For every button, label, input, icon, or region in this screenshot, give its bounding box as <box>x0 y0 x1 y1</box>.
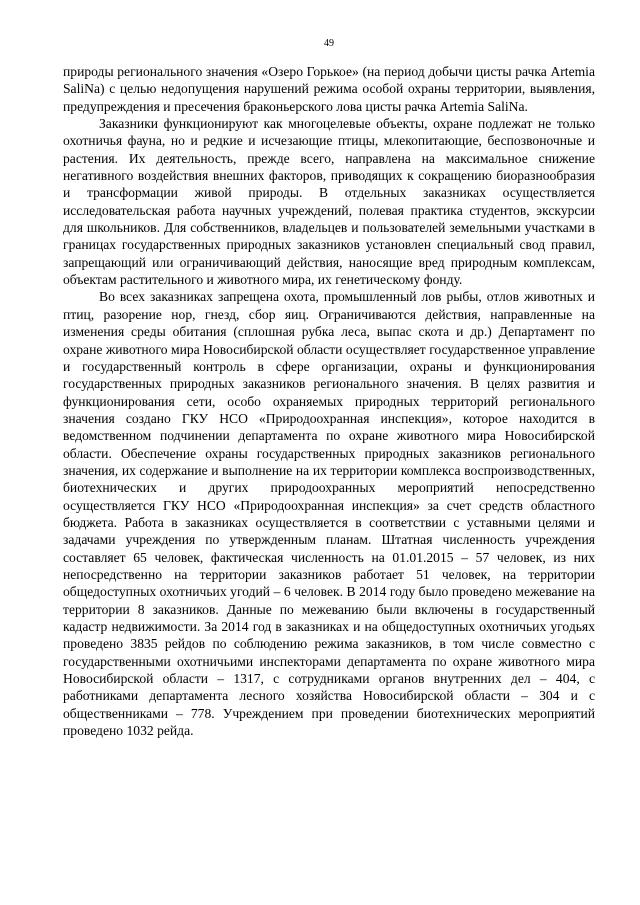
paragraph-zakazniki-functions: Заказники функционируют как многоцелевые объекты, охране подлежат не только охотничья фауна, но и редкие и исчезающие птицы, млекопитающие, беспозвоночные и растения. Их деятельность, прежде всего, направлена на максимальное снижение негативного воздействия внешних факторов, приводящих к сокращению биоразнообразия и трансформации живой природы. В отдельных заказниках осуществляется исследовательская работа научных учреждений, полевая практика студентов, экскурсии для школьников. Для собственников, владельцев и пользователей земельными участками в границах государственных природных заказников установлен специальный свод правил, запрещающий или ограничивающий действия, наносящие вред природным комплексам, объектам растительного и животного мира, их генетическому фонду. <box>63 116 595 288</box>
paragraph-continuation: природы регионального значения «Озеро Горькое» (на период добычи цисты рачка Artemia SaliNa) с целью недопущения нарушений режима особой охраны территории, выявления, предупреждения и пресечения браконьерского лова цисты рачка Artemia SaliNa. <box>63 64 595 114</box>
page-number: 49 <box>324 38 334 49</box>
paragraph-zakazniki-restrictions: Во всех заказниках запрещена охота, промышленный лов рыбы, отлов животных и птиц, разорение нор, гнезд, сбор яиц. Ограничиваются действия, направленные на изменения среды обитания (сплошная рубка леса, выпас скота и др.) Департамент по охране животного мира Новосибирской области осуществляет государственное управление и государственный контроль в сфере организации, охраны и функционирования государственных природных заказников регионального значения. В целях развития и функционирования сети, особо охраняемых природных территорий регионального значения создано ГКУ НСО «Природоохранная инспекция», которое находится в ведомственном подчинении департамента по охране животного мира Новосибирской области. Обеспечение охраны государственных природных заказников регионального значения, их содержание и выполнение на их территории комплекса воспроизводственных, биотехнических и других природоохранных мероприятий непосредственно осуществляется ГКУ НСО «Природоохранная инспекция» за счет средств областного бюджета. Работа в заказниках осуществляется в соответствии с уставными целями и задачами учреждения по утвержденным планам. Штатная численность учреждения составляет 65 человек, фактическая численность на 01.01.2015 – 57 человек, из них непосредственно на территории заказников работает 51 человек, на территории общедоступных охотничьих угодий – 6 человек. В 2014 году было проведено межевание на территории 8 заказников. Данные по межеванию были включены в государственный кадастр недвижимости. За 2014 год в заказниках и на общедоступных охотничьих угодьях проведено 3835 рейдов по соблюдению режима заказников, в том числе совместно с государственными охотничьими инспекторами департамента по охране животного мира Новосибирской области – 1317, с сотрудниками органов внутренних дел – 404, с работниками департамента лесного хозяйства Новосибирской области – 304 и с общественниками – 778. Учреждением при проведении биотехнических мероприятий проведено 1032 рейда. <box>63 289 595 739</box>
document-page <box>63 38 595 739</box>
